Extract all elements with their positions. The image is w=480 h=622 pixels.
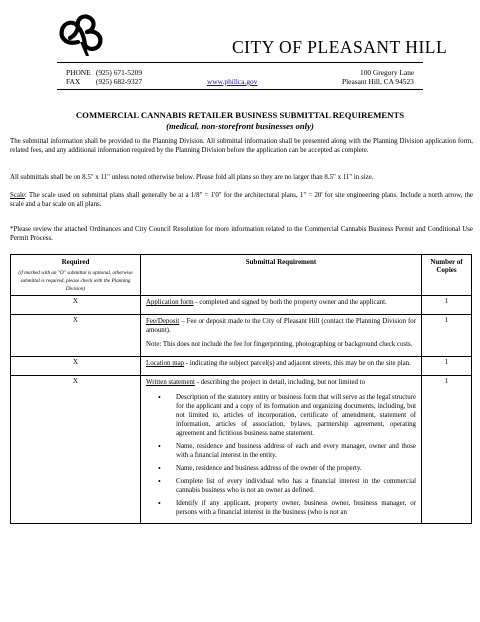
- copies-count: 1: [422, 296, 472, 315]
- document-title: COMMERCIAL CANNABIS RETAILER BUSINESS SUBMITTAL REQUIREMENTS: [75, 110, 405, 120]
- phone-number: (925) 671-5209: [95, 68, 143, 77]
- header-rule-top: [57, 62, 423, 63]
- required-mark: X: [11, 315, 141, 357]
- copies-count: 1: [422, 315, 472, 357]
- requirement-cell: [141, 376, 422, 524]
- requirement-cell: [141, 357, 422, 376]
- scale-label: Scale: [10, 192, 25, 199]
- intro-paragraph-2: All submittals shall be on 8.5" x 11" unless noted otherwise below. Please fold all plans so they are no larger than 8.5" x 11" in size.: [10, 174, 374, 181]
- fax-number: (925) 682-9327: [95, 77, 143, 86]
- list-item: • Description of the statutory entity or business form that will serve as the legal structure for the applicant and a copy of its formation and organizing documents, including, but not limited to, articles of incorporation, certificate of amendment, statement of information, articles of association, bylaws, partnership agreement, operating agreement and fictitious business name statement.: [172, 393, 416, 438]
- intro-paragraph-4: *Please review the attached Ordinances and City Council Resolution for more information related to the Commercial Cannabis Business Permit and Conditional Use Permit Process.: [10, 226, 473, 243]
- requirement-text: [146, 298, 416, 307]
- scale-text: : The scale used on submittal plans shall generally be at a 1/8" = 1'0" for the architectural plans, 1" = 20' for site engineering plans. Include a north arrow, the scale and a bar scale on all plans.: [10, 192, 473, 209]
- requirement-description: - completed and signed by both the property owner and the applicant.: [193, 299, 387, 306]
- table-header-row: [11, 255, 472, 296]
- address-line1: 100 Gregory Lane: [360, 68, 415, 77]
- table-row: [11, 357, 472, 376]
- requirement-title: Fee/Deposit: [146, 318, 180, 325]
- list-item: • Identify if any applicant, property owner, business owner, business manager, or persons with a financial interest in the business (who is not an: [172, 499, 416, 517]
- requirement-text: [146, 378, 416, 387]
- phone-label: PHONE: [66, 68, 91, 77]
- document-subtitle: (medical, non-storefront businesses only): [166, 121, 314, 131]
- requirement-bullet-list: [146, 393, 416, 517]
- requirement-description: - indicating the subject parcel(s) and adjacent streets, this may be on the site plan.: [184, 360, 411, 367]
- requirement-title: Location map: [146, 360, 185, 367]
- table-row: [11, 376, 472, 524]
- requirement-cell: [141, 296, 422, 315]
- requirement-title: Written statement: [146, 379, 195, 386]
- header-rule-bottom: [57, 89, 423, 90]
- address-line2: Pleasant Hill, CA 94523: [342, 77, 414, 86]
- list-item: • Name, residence and business address of each and every manager, owner and those with a financial interest in the entity.: [172, 442, 416, 460]
- requirement-text: [146, 317, 416, 335]
- requirement-title: Application form: [146, 299, 194, 306]
- list-item: • Complete list of every individual who has a financial interest in the commercial cannabis business who is not an owner as defined.: [172, 477, 416, 495]
- requirement-description: - describing the project in detail, including, but not limited to: [194, 379, 366, 386]
- requirement-header: Submittal Requirement: [141, 255, 422, 296]
- table-row: [11, 296, 472, 315]
- row-spacer: [146, 307, 416, 312]
- row-spacer: [146, 349, 416, 354]
- required-header: [11, 255, 141, 296]
- required-header-label: Required: [61, 258, 90, 266]
- city-name: CITY OF PLEASANT HILL: [232, 37, 448, 57]
- copies-count: 1: [422, 357, 472, 376]
- table-row: [11, 315, 472, 357]
- copies-header: Number of Copies: [422, 255, 472, 296]
- requirement-text: [146, 359, 416, 368]
- fax-line: [66, 77, 142, 86]
- fax-label: FAX: [66, 77, 81, 86]
- phone-line: [66, 68, 142, 77]
- requirement-description: – Fee or deposit made to the City of Pleasant Hill (contact the Planning Division for amount).: [146, 318, 416, 334]
- required-mark: X: [11, 357, 141, 376]
- intro-paragraph-3: [10, 191, 473, 209]
- copies-count: 1: [422, 376, 472, 524]
- list-item: • Name, residence and business address of the owner of the property.: [172, 464, 416, 473]
- row-spacer: [146, 368, 416, 373]
- requirements-table: [10, 254, 472, 524]
- city-logo: [56, 12, 106, 58]
- required-header-note: (if marked with an "O" submittal is optional, otherwise submittal is required, please check with the Planning Division): [18, 270, 133, 292]
- intro-paragraph-1: The submittal information shall be provided to the Planning Division. All submittal information shall be presented along with the Planning Division application form, related fees, and any additional information required by the Planning Division before the application can be accepted as complete.: [10, 138, 473, 155]
- required-mark: X: [11, 296, 141, 315]
- required-mark: X: [11, 376, 141, 524]
- requirement-note: Note: This does not include the fee for fingerprinting, photographing or background check costs.: [146, 341, 413, 348]
- requirement-cell: [141, 315, 422, 357]
- website-link[interactable]: www.phillca.gov: [207, 77, 258, 86]
